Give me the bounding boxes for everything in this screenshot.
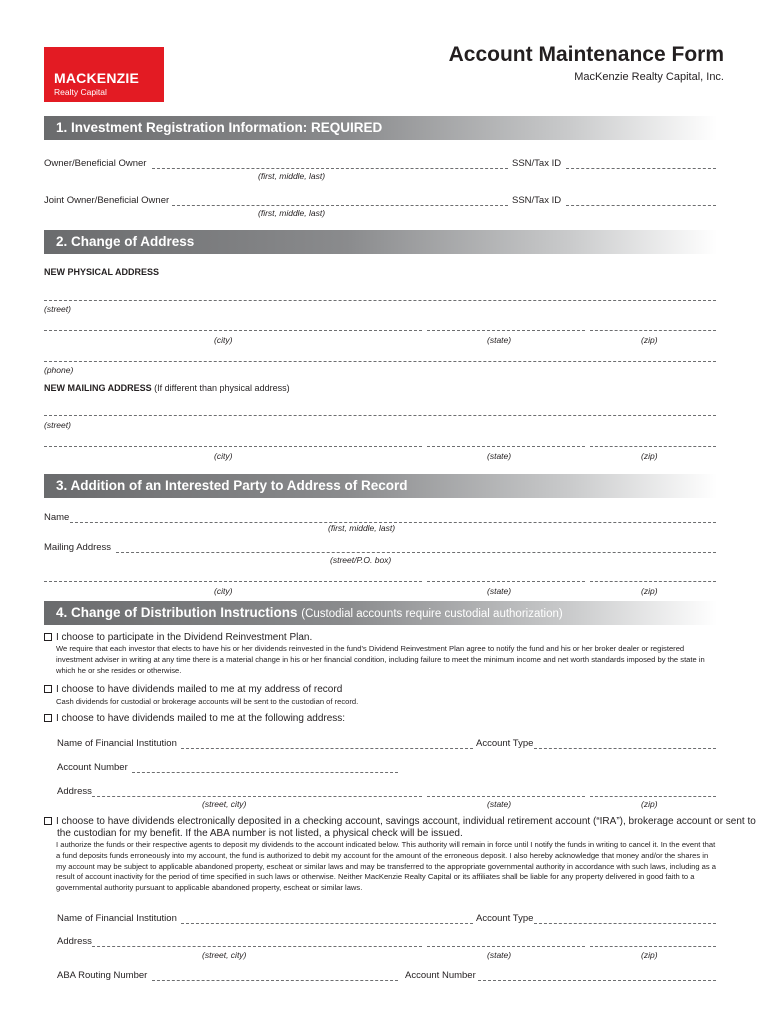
section-4-title-note: (Custodial accounts require custodial authorization): [301, 608, 563, 620]
owner-name-caption: (first, middle, last): [258, 171, 326, 181]
address-state-field-1[interactable]: [427, 796, 585, 797]
phone-caption: (phone): [44, 365, 74, 375]
mailing-street-field[interactable]: [44, 415, 716, 416]
section-1-title: 1. Investment Registration Information: REQUIRED: [56, 120, 383, 135]
mailing-zip-field[interactable]: [590, 446, 716, 447]
acct-type-field-2[interactable]: [534, 923, 716, 924]
section-4-title: [56, 605, 563, 620]
fin-inst-field-1[interactable]: [181, 748, 473, 749]
aba-label: ABA Routing Number: [57, 970, 148, 981]
section-4-title-main: 4. Change of Distribution Instructions: [56, 605, 298, 620]
interested-city-caption: (city): [214, 586, 233, 596]
owner-label: Owner/Beneficial Owner: [44, 158, 147, 169]
dividend-reinvestment-label: I choose to participate in the Dividend Reinvestment Plan.: [56, 632, 313, 643]
phone-field[interactable]: [44, 361, 716, 362]
physical-address-heading: NEW PHYSICAL ADDRESS: [44, 267, 160, 277]
company-logo: [44, 47, 164, 102]
address-street-caption-1: (street, city): [202, 799, 247, 809]
mailing-address-heading-bold: NEW MAILING ADDRESS: [44, 383, 152, 393]
mail-to-record-option[interactable]: [44, 684, 342, 695]
section-2-header: [44, 230, 717, 254]
joint-owner-name-field[interactable]: [172, 205, 508, 206]
mailing-address-heading: [44, 383, 290, 393]
address-state-field-2[interactable]: [427, 946, 585, 947]
interested-zip-caption: (zip): [641, 586, 658, 596]
joint-ssn-label: SSN/Tax ID: [512, 195, 562, 206]
section-3-header: [44, 474, 717, 498]
owner-ssn-field[interactable]: [566, 168, 716, 169]
mail-to-record-checkbox[interactable]: [44, 685, 52, 693]
logo-subtitle: Realty Capital: [54, 87, 107, 97]
mailing-street-caption: (street): [44, 420, 71, 430]
mailing-city-caption: (city): [214, 451, 233, 461]
acct-num-field-2[interactable]: [478, 980, 716, 981]
interested-mailing-field[interactable]: [116, 552, 716, 553]
joint-name-caption: (first, middle, last): [258, 208, 326, 218]
address-zip-caption-1: (zip): [641, 799, 658, 809]
address-street-field-2[interactable]: [92, 946, 422, 947]
address-street-field-1[interactable]: [92, 796, 422, 797]
form-title: Account Maintenance Form: [448, 43, 724, 66]
physical-street-caption: (street): [44, 304, 71, 314]
address-zip-caption-2: (zip): [641, 950, 658, 960]
electronic-deposit-label-line2: the custodian for my benefit. If the ABA number is not listed, a physical check will be issued.: [57, 828, 463, 839]
fin-inst-label-1: Name of Financial Institution: [57, 738, 177, 749]
address-state-caption-2: (state): [487, 950, 512, 960]
acct-type-label-1: Account Type: [476, 738, 534, 749]
physical-zip-field[interactable]: [590, 330, 716, 331]
section-4-header: [44, 601, 717, 625]
mailing-state-field[interactable]: [427, 446, 585, 447]
electronic-deposit-checkbox[interactable]: [44, 817, 52, 825]
mail-to-address-label: I choose to have dividends mailed to me at the following address:: [56, 713, 346, 724]
electronic-deposit-label-line1: I choose to have dividends electronically deposited in a checking account, savings account, individual retirement account (“IRA”), brokerage account or sent to: [56, 816, 756, 827]
physical-city-field[interactable]: [44, 330, 422, 331]
mailing-state-caption: (state): [487, 451, 512, 461]
electronic-deposit-text: I authorize the funds or their respective agents to deposit my dividends to the account indicated below. This authority will remain in force until I notify the funds in writing to cancel it. In the event that a fund deposits funds erroneously into my account, the fund is authorized to debit my account for the amount of the erroneous deposit. I also hereby acknowledge that money and/or the shares in my account may be subject to applicable abandoned property, escheat or similar laws and may be transferred to the appropriate governmental authority in accordance with such laws, including as a result of account inactivity for the period of time specified in such laws or otherwise. Neither MacKenzie Realty Capital or its affiliates shall be liable for any property delivered in good faith to a governmental authority pursuant to applicable abandoned property, escheat or similar laws.: [56, 840, 717, 893]
mail-to-address-checkbox[interactable]: [44, 714, 52, 722]
acct-num-field-1[interactable]: [132, 772, 398, 773]
interested-state-caption: (state): [487, 586, 512, 596]
mail-to-address-option[interactable]: [44, 713, 345, 724]
mailing-zip-caption: (zip): [641, 451, 658, 461]
mailing-city-field[interactable]: [44, 446, 422, 447]
physical-state-caption: (state): [487, 335, 512, 345]
address-zip-field-2[interactable]: [590, 946, 716, 947]
section-3-title: 3. Addition of an Interested Party to Address of Record: [56, 478, 408, 493]
aba-field[interactable]: [152, 980, 398, 981]
mail-to-record-label: I choose to have dividends mailed to me at my address of record: [56, 684, 343, 695]
acct-type-field-1[interactable]: [534, 748, 716, 749]
dividend-reinvestment-checkbox[interactable]: [44, 633, 52, 641]
interested-name-caption: (first, middle, last): [328, 523, 396, 533]
address-street-caption-2: (street, city): [202, 950, 247, 960]
interested-zip-field[interactable]: [590, 581, 716, 582]
interested-name-label: Name: [44, 512, 70, 523]
logo-brand: MACKENZIE: [54, 70, 140, 86]
fin-inst-field-2[interactable]: [181, 923, 473, 924]
joint-ssn-field[interactable]: [566, 205, 716, 206]
mail-to-record-text: Cash dividends for custodial or brokerage accounts will be sent to the custodian of record.: [56, 697, 359, 706]
acct-num-label-1: Account Number: [57, 762, 128, 773]
joint-owner-label: Joint Owner/Beneficial Owner: [44, 195, 170, 206]
section-1-header: [44, 116, 717, 140]
fin-inst-label-2: Name of Financial Institution: [57, 913, 177, 924]
physical-zip-caption: (zip): [641, 335, 658, 345]
address-state-caption-1: (state): [487, 799, 512, 809]
acct-type-label-2: Account Type: [476, 913, 534, 924]
interested-mailing-caption: (street/P.O. box): [330, 555, 392, 565]
ssn-label: SSN/Tax ID: [512, 158, 562, 169]
address-zip-field-1[interactable]: [590, 796, 716, 797]
interested-city-field[interactable]: [44, 581, 422, 582]
dividend-reinvestment-option[interactable]: [44, 632, 312, 643]
physical-state-field[interactable]: [427, 330, 585, 331]
address-label-2: Address: [57, 936, 92, 947]
address-label-1: Address: [57, 786, 92, 797]
company-name: MacKenzie Realty Capital, Inc.: [574, 71, 724, 83]
interested-mailing-label: Mailing Address: [44, 542, 112, 553]
physical-street-field[interactable]: [44, 300, 716, 301]
physical-city-caption: (city): [214, 335, 233, 345]
owner-name-field[interactable]: [152, 168, 508, 169]
acct-num-label-2: Account Number: [405, 970, 476, 981]
interested-state-field[interactable]: [427, 581, 585, 582]
mailing-address-note: (If different than physical address): [151, 383, 290, 393]
electronic-deposit-option[interactable]: [44, 816, 756, 827]
section-2-title: 2. Change of Address: [56, 234, 195, 249]
dividend-reinvestment-text: We require that each investor that elects to have his or her dividends reinvested in the fund's Dividend Reinvestment Plan agree to notify the fund and his or her broker dealer or registered investment adviser in writing at any time there is a material change in his or her financial condition, including failure to meet the minimum income and net worth standards imposed by the state in which he or she resides or otherwise.: [56, 644, 705, 675]
